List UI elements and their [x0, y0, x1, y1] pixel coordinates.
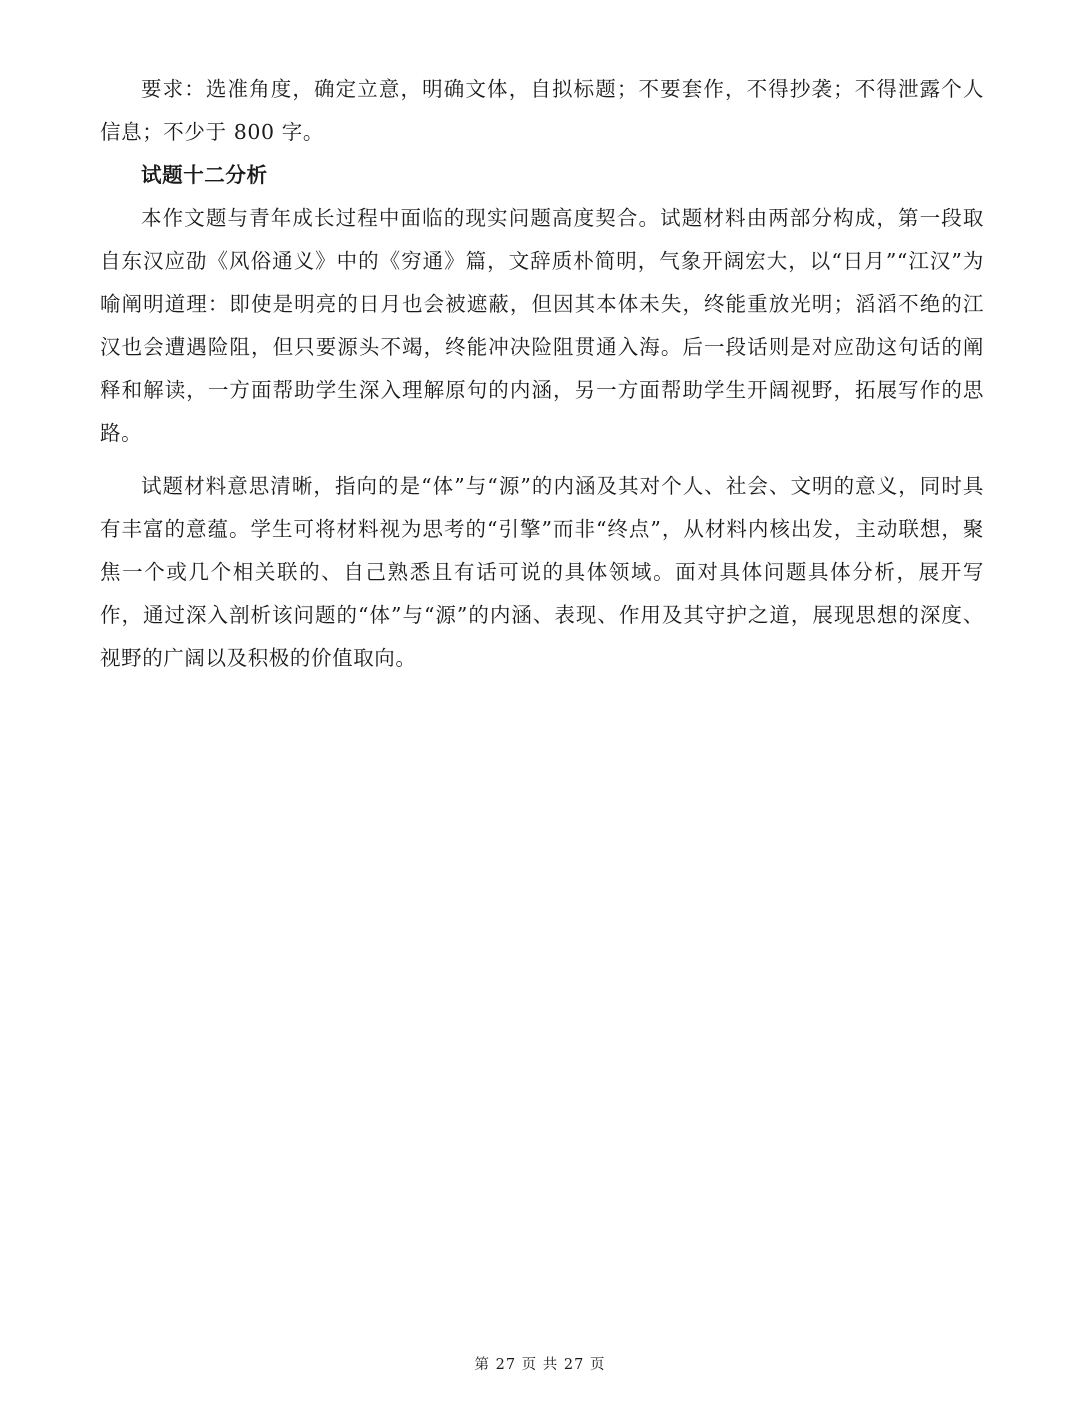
- document-body: [100, 68, 984, 680]
- requirement-paragraph: 要求：选准角度，确定立意，明确文体，自拟标题；不要套作，不得抄袭；不得泄露个人信息；不少于 800 字。: [100, 77, 984, 144]
- page-number: 第 27 页 共 27 页: [474, 1357, 606, 1373]
- section-heading: 试题十二分析: [141, 163, 268, 187]
- analysis-paragraph-2: 试题材料意思清晰，指向的是“体”与“源”的内涵及其对个人、社会、文明的意义，同时具有丰富的意蕴。学生可将材料视为思考的“引擎”而非“终点”，从材料内核出发，主动联想，聚焦一个或几个相关联的、自己熟悉且有话可说的具体领域。面对具体问题具体分析，展开写作，通过深入剖析该问题的“体”与“源”的内涵、表现、作用及其守护之道，展现思想的深度、视野的广阔以及积极的价值取向。: [100, 474, 984, 670]
- analysis-paragraph-1: 本作文题与青年成长过程中面临的现实问题高度契合。试题材料由两部分构成，第一段取自东汉应劭《风俗通义》中的《穷通》篇，文辞质朴简明，气象开阔宏大，以“日月”“江汉”为喻阐明道理：即使是明亮的日月也会被遮蔽，但因其本体未失，终能重放光明；滔滔不绝的江汉也会遭遇险阻，但只要源头不竭，终能冲决险阻贯通入海。后一段话则是对应劭这句话的阐释和解读，一方面帮助学生深入理解原句的内涵，另一方面帮助学生开阔视野，拓展写作的思路。: [100, 206, 984, 445]
